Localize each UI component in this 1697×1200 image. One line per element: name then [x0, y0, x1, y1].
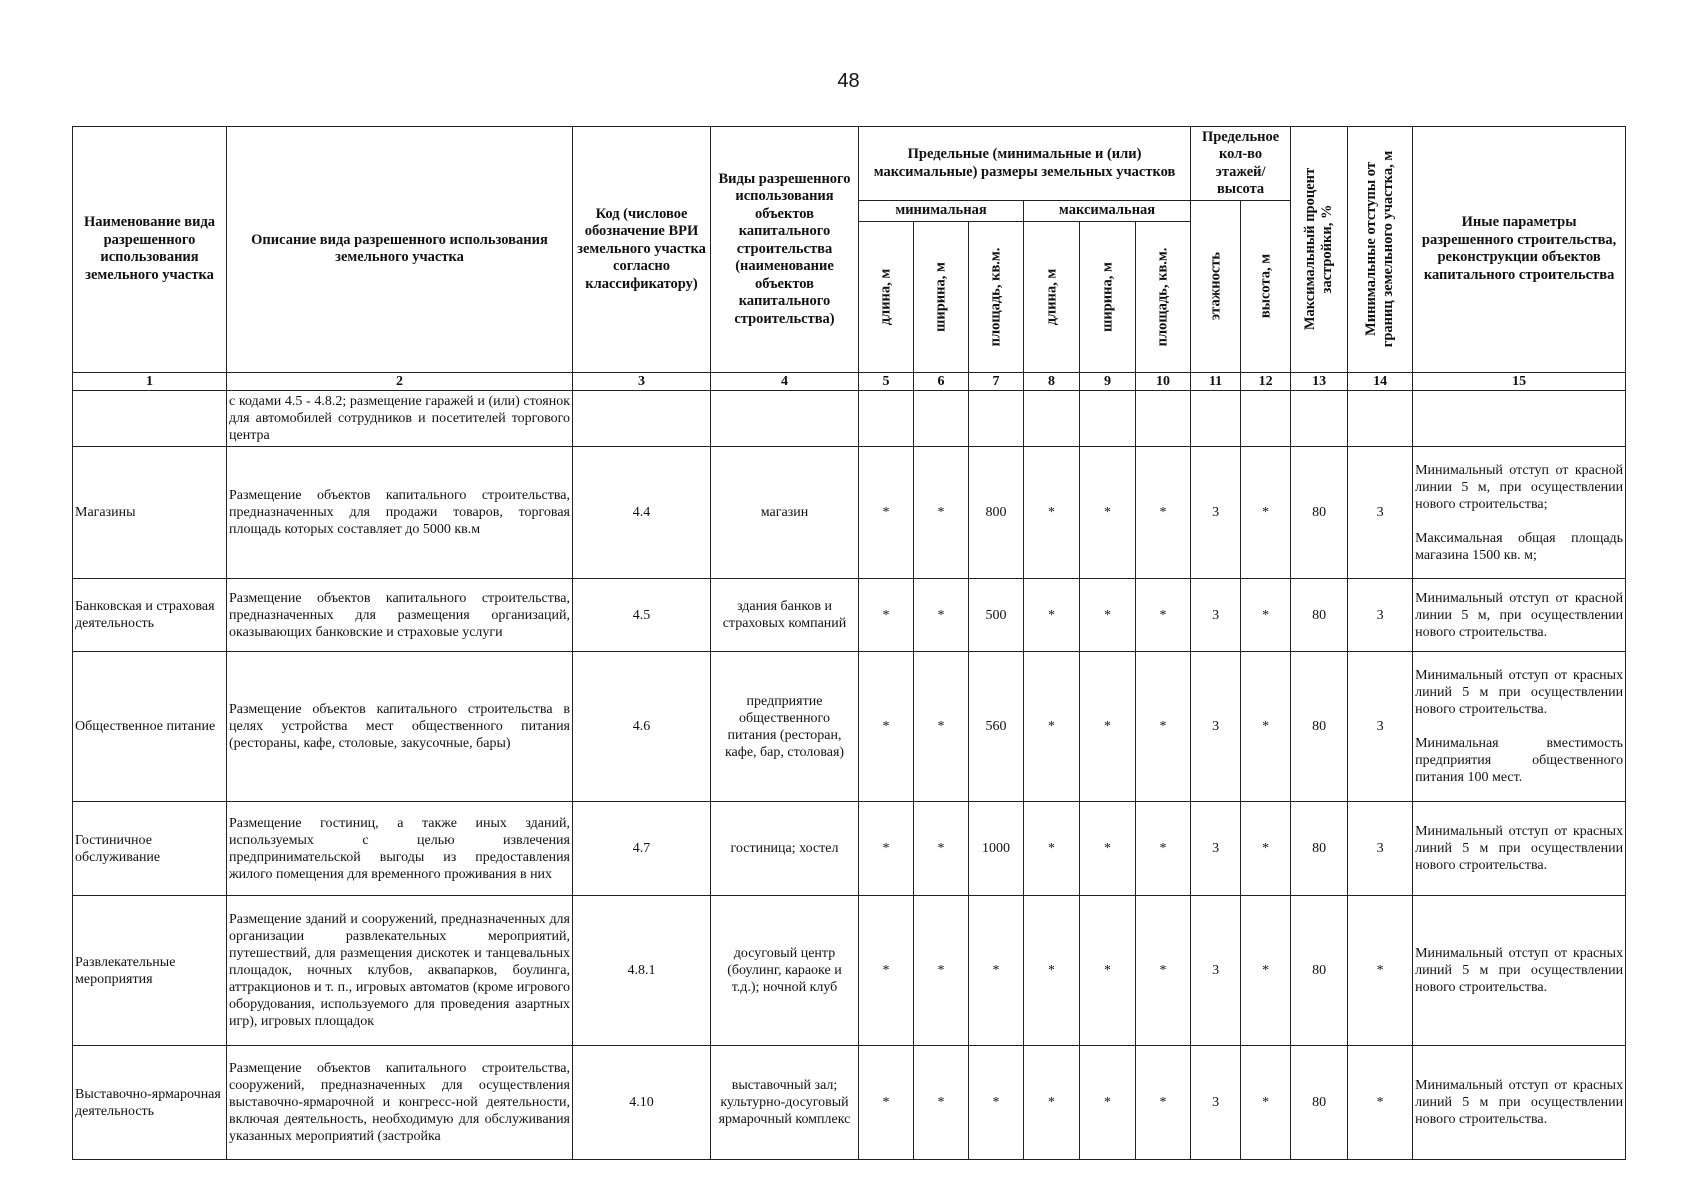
- cell-min-width: [914, 391, 969, 447]
- cell-code: 4.8.1: [573, 896, 711, 1046]
- cell-floors: 3: [1191, 447, 1241, 579]
- cell-max-area: *: [1136, 447, 1191, 579]
- cell-min-area: 500: [969, 579, 1024, 652]
- cell-max-width: *: [1080, 652, 1136, 802]
- cell-max-width: *: [1080, 1046, 1136, 1160]
- cell-objects: предприятие общественного питания (ресторан, кафе, бар, столовая): [711, 652, 859, 802]
- header-objects: Виды разрешенного использования объектов капитального строительства (наименование объектов капитального строительства): [711, 127, 859, 373]
- column-numbers-row: [73, 372, 1626, 391]
- cell-floors: 3: [1191, 579, 1241, 652]
- other-param-paragraph: Минимальный отступ от красных линий 5 м при осуществлении нового строительства.: [1415, 668, 1624, 717]
- header-min-area: площадь, кв.м.: [969, 221, 1024, 372]
- cell-min-offset: 3: [1348, 652, 1413, 802]
- column-number: 7: [969, 372, 1024, 391]
- cell-objects: гостиница; хостел: [711, 802, 859, 896]
- cell-height: *: [1241, 1046, 1291, 1160]
- cell-description: Размещение объектов капитального строительства, предназначенных для продажи товаров, торговая площадь которых составляет до 5000 кв.м: [227, 447, 573, 579]
- cell-other-params: [1413, 652, 1626, 802]
- column-number: 3: [573, 372, 711, 391]
- cell-min-width: *: [914, 1046, 969, 1160]
- cell-code: 4.4: [573, 447, 711, 579]
- cell-max-width: [1080, 391, 1136, 447]
- cell-max-area: *: [1136, 802, 1191, 896]
- cell-other-params: [1413, 802, 1626, 896]
- column-number: 4: [711, 372, 859, 391]
- cell-other-params: [1413, 447, 1626, 579]
- cell-height: *: [1241, 802, 1291, 896]
- header-minimal: минимальная: [859, 201, 1024, 222]
- cell-min-area: [969, 391, 1024, 447]
- column-number: 15: [1413, 372, 1626, 391]
- cell-code: 4.7: [573, 802, 711, 896]
- other-param-paragraph: Минимальный отступ от красных линий 5 м при осуществлении нового строительства.: [1415, 1078, 1624, 1127]
- column-number: 6: [914, 372, 969, 391]
- column-number: 9: [1080, 372, 1136, 391]
- cell-name: Банковская и страховая деятельность: [73, 579, 227, 652]
- other-param-paragraph: Минимальный отступ от красной линии 5 м, при осуществлении нового строительства;: [1415, 462, 1624, 512]
- cell-min-area: 800: [969, 447, 1024, 579]
- cell-min-width: *: [914, 579, 969, 652]
- table-row: [73, 652, 1626, 802]
- header-min-offsets: Минимальные отступы от границ земельного участка, м: [1348, 127, 1413, 373]
- cell-other-params: [1413, 1046, 1626, 1160]
- header-maximal: максимальная: [1024, 201, 1191, 222]
- paragraph-gap: [1415, 718, 1623, 735]
- cell-code: 4.10: [573, 1046, 711, 1160]
- cell-description: с кодами 4.5 - 4.8.2; размещение гаражей и (или) стоянок для автомобилей сотрудников и посетителей торгового центра: [227, 391, 573, 447]
- cell-min-width: *: [914, 447, 969, 579]
- cell-description: Размещение объектов капитального строительства, предназначенных для размещения организаций, оказывающих банковские и страховые услуги: [227, 579, 573, 652]
- cell-max-length: *: [1024, 1046, 1080, 1160]
- header-limit-sizes: Предельные (минимальные и (или) максимальные) размеры земельных участков: [859, 127, 1191, 201]
- cell-min-area: *: [969, 1046, 1024, 1160]
- header-min-length: длина, м: [859, 221, 914, 372]
- paragraph-gap: [1415, 513, 1623, 530]
- header-height: высота, м: [1241, 201, 1291, 373]
- header-max-width: ширина, м: [1080, 221, 1136, 372]
- cell-min-area: 560: [969, 652, 1024, 802]
- cell-max-area: *: [1136, 896, 1191, 1046]
- cell-min-offset: [1348, 391, 1413, 447]
- cell-name: Магазины: [73, 447, 227, 579]
- cell-max-percent: 80: [1291, 1046, 1348, 1160]
- cell-min-length: *: [859, 1046, 914, 1160]
- table-row: [73, 1046, 1626, 1160]
- cell-min-length: *: [859, 802, 914, 896]
- cell-height: *: [1241, 447, 1291, 579]
- column-number: 10: [1136, 372, 1191, 391]
- table-row: [73, 896, 1626, 1046]
- cell-max-length: *: [1024, 447, 1080, 579]
- cell-code: 4.6: [573, 652, 711, 802]
- cell-max-width: *: [1080, 447, 1136, 579]
- cell-min-width: *: [914, 652, 969, 802]
- cell-max-percent: 80: [1291, 579, 1348, 652]
- cell-min-offset: 3: [1348, 802, 1413, 896]
- cell-max-percent: 80: [1291, 802, 1348, 896]
- table-row: [73, 391, 1626, 447]
- column-number: 5: [859, 372, 914, 391]
- cell-max-percent: [1291, 391, 1348, 447]
- header-max-length: длина, м: [1024, 221, 1080, 372]
- table-row: [73, 447, 1626, 579]
- cell-code: [573, 391, 711, 447]
- cell-min-width: *: [914, 802, 969, 896]
- cell-min-area: 1000: [969, 802, 1024, 896]
- table-row: [73, 579, 1626, 652]
- cell-max-length: *: [1024, 579, 1080, 652]
- cell-objects: выставочный зал; культурно-досуговый ярмарочный комплекс: [711, 1046, 859, 1160]
- cell-min-width: *: [914, 896, 969, 1046]
- cell-max-area: *: [1136, 579, 1191, 652]
- cell-objects: здания банков и страховых компаний: [711, 579, 859, 652]
- column-number: 14: [1348, 372, 1413, 391]
- cell-other-params: [1413, 896, 1626, 1046]
- cell-max-width: *: [1080, 579, 1136, 652]
- land-use-regulations-table: [72, 126, 1626, 1160]
- cell-min-offset: 3: [1348, 447, 1413, 579]
- cell-max-width: *: [1080, 896, 1136, 1046]
- cell-height: *: [1241, 579, 1291, 652]
- cell-description: Размещение гостиниц, а также иных зданий, используемых с целью извлечения предпринимательской выгоды из предоставления жилого помещения для временного проживания в них: [227, 802, 573, 896]
- header-description: Описание вида разрешенного использования земельного участка: [227, 127, 573, 373]
- cell-max-length: *: [1024, 802, 1080, 896]
- header-name: Наименование вида разрешенного использования земельного участка: [73, 127, 227, 373]
- cell-max-area: *: [1136, 1046, 1191, 1160]
- cell-min-length: *: [859, 447, 914, 579]
- cell-name: Общественное питание: [73, 652, 227, 802]
- cell-description: Размещение зданий и сооружений, предназначенных для организации развлекательных мероприятий, путешествий, для размещения дискотек и танцевальных площадок, ночных клубов, аквапарков, боулинга, аттракционов и т. п., игровых автоматов (кроме игрового оборудования, используемого для проведения азартных игр), игровых площадок: [227, 896, 573, 1046]
- cell-min-length: *: [859, 652, 914, 802]
- cell-max-percent: 80: [1291, 447, 1348, 579]
- header-max-percent: Максимальный процент застройки, %: [1291, 127, 1348, 373]
- header-floors: этажность: [1191, 201, 1241, 373]
- other-param-paragraph: Минимальный отступ от красных линий 5 м при осуществлении нового строительства.: [1415, 824, 1624, 873]
- other-param-paragraph: Минимальная вместимость предприятия общественного питания 100 мест.: [1415, 736, 1624, 785]
- cell-other-params: [1413, 391, 1626, 447]
- other-param-paragraph: Минимальный отступ от красных линий 5 м при осуществлении нового строительства.: [1415, 946, 1624, 995]
- cell-name: Выставочно-ярмарочная деятельность: [73, 1046, 227, 1160]
- cell-code: 4.5: [573, 579, 711, 652]
- cell-height: *: [1241, 652, 1291, 802]
- cell-description: Размещение объектов капитального строительства в целях устройства мест общественного питания (рестораны, кафе, столовые, закусочные, бары): [227, 652, 573, 802]
- cell-floors: 3: [1191, 896, 1241, 1046]
- cell-max-length: *: [1024, 896, 1080, 1046]
- cell-floors: [1191, 391, 1241, 447]
- other-param-paragraph: Минимальный отступ от красной линии 5 м, при осуществлении нового строительства.: [1415, 590, 1624, 640]
- cell-objects: досуговый центр (боулинг, караоке и т.д.); ночной клуб: [711, 896, 859, 1046]
- cell-name: Гостиничное обслуживание: [73, 802, 227, 896]
- cell-objects: магазин: [711, 447, 859, 579]
- cell-min-offset: *: [1348, 896, 1413, 1046]
- cell-description: Размещение объектов капитального строительства, сооружений, предназначенных для осуществления выставочно-ярмарочной и конгресс-ной деятельности, включая деятельность, необходимую для обслуживания указанных мероприятий (застройка: [227, 1046, 573, 1160]
- column-number: 2: [227, 372, 573, 391]
- cell-min-area: *: [969, 896, 1024, 1046]
- cell-min-offset: 3: [1348, 579, 1413, 652]
- cell-max-length: [1024, 391, 1080, 447]
- cell-objects: [711, 391, 859, 447]
- column-number: 1: [73, 372, 227, 391]
- cell-max-width: *: [1080, 802, 1136, 896]
- cell-min-length: *: [859, 579, 914, 652]
- cell-max-percent: 80: [1291, 652, 1348, 802]
- column-number: 8: [1024, 372, 1080, 391]
- column-number: 11: [1191, 372, 1241, 391]
- cell-min-length: *: [859, 896, 914, 1046]
- cell-floors: 3: [1191, 1046, 1241, 1160]
- cell-max-area: [1136, 391, 1191, 447]
- cell-name: Развлекательные мероприятия: [73, 896, 227, 1046]
- header-code: Код (числовое обозначение ВРИ земельного участка согласно классификатору): [573, 127, 711, 373]
- page-number: 48: [837, 70, 860, 92]
- cell-max-area: *: [1136, 652, 1191, 802]
- other-param-paragraph: Максимальная общая площадь магазина 1500 кв. м;: [1415, 530, 1624, 563]
- header-max-area: площадь, кв.м.: [1136, 221, 1191, 372]
- cell-min-offset: *: [1348, 1046, 1413, 1160]
- column-number: 12: [1241, 372, 1291, 391]
- cell-height: *: [1241, 896, 1291, 1046]
- cell-max-percent: 80: [1291, 896, 1348, 1046]
- cell-floors: 3: [1191, 802, 1241, 896]
- cell-max-length: *: [1024, 652, 1080, 802]
- table-row: [73, 802, 1626, 896]
- cell-name: [73, 391, 227, 447]
- header-floors-group: Предельное кол-во этажей/ высота: [1191, 127, 1291, 201]
- column-number: 13: [1291, 372, 1348, 391]
- cell-other-params: [1413, 579, 1626, 652]
- cell-height: [1241, 391, 1291, 447]
- header-other-params: Иные параметры разрешенного строительства, реконструкции объектов капитального строительства: [1413, 127, 1626, 373]
- cell-min-length: [859, 391, 914, 447]
- cell-floors: 3: [1191, 652, 1241, 802]
- header-min-width: ширина, м: [914, 221, 969, 372]
